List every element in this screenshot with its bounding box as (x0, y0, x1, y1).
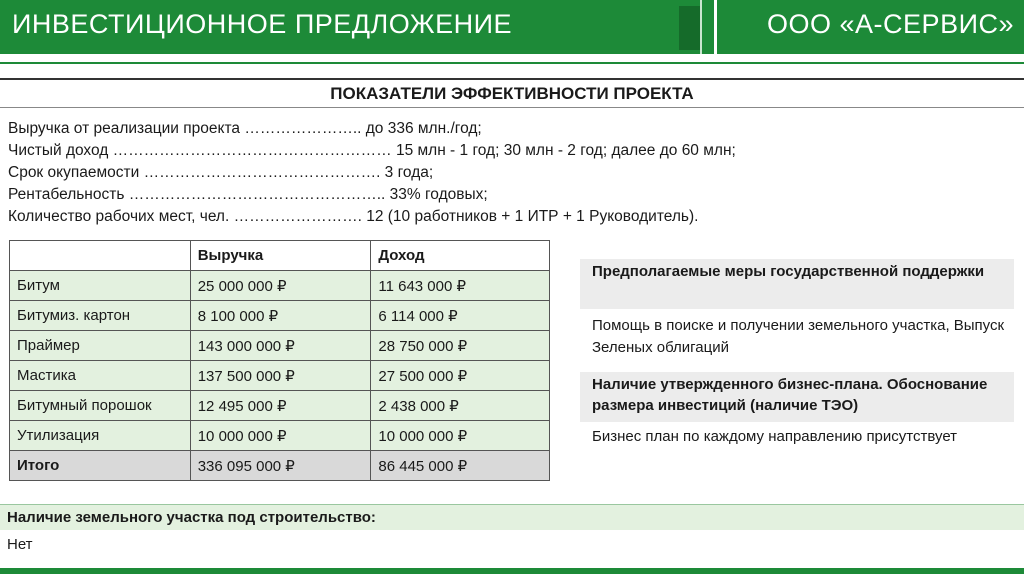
business-plan-heading: Наличие утвержденного бизнес-плана. Обоснование размера инвестиций (наличие ТЭО) (580, 372, 1014, 422)
metric-jobs: Количество рабочих мест, чел. ……………………. 12 (10 работников + 1 ИТР + 1 Руководитель). (8, 208, 699, 225)
table-cell-income: 6 114 000 ₽ (371, 301, 550, 331)
header-accent-line (700, 0, 702, 54)
table-cell-revenue: 10 000 000 ₽ (190, 421, 371, 451)
table-row (10, 361, 550, 391)
table-cell-product: Праймер (10, 331, 191, 361)
table-header-row (10, 241, 550, 271)
table-cell-product: Битум (10, 271, 191, 301)
table-cell-revenue: 8 100 000 ₽ (190, 301, 371, 331)
page-title: ИНВЕСТИЦИОННОЕ ПРЕДЛОЖЕНИЕ (12, 9, 513, 39)
table-total-revenue: 336 095 000 ₽ (190, 451, 371, 481)
metric-net-income: Чистый доход ……………………………………………… 15 млн - 1 год; 30 млн - 2 год; далее до 60 млн; (8, 142, 736, 159)
table-cell-revenue: 25 000 000 ₽ (190, 271, 371, 301)
support-text: Помощь в поиске и получении земельного участка, Выпуск Зеленых облигаций (592, 317, 1005, 356)
table-row (10, 331, 550, 361)
table-total-row (10, 451, 550, 481)
table-cell-income: 11 643 000 ₽ (371, 271, 550, 301)
metric-profitability: Рентабельность ………………………………………….. 33% годовых; (8, 186, 488, 203)
header-underline (0, 62, 1024, 64)
table-cell-product: Битумиз. картон (10, 301, 191, 331)
revenue-table (9, 240, 550, 481)
metric-payback: Срок окупаемости ………………………………………. 3 года; (8, 164, 434, 181)
section-title: ПОКАЗАТЕЛИ ЭФФЕКТИВНОСТИ ПРОЕКТА (0, 78, 1024, 108)
header-bar (0, 0, 1024, 54)
metric-revenue: Выручка от реализации проекта ………………….. до 336 млн./год; (8, 120, 482, 137)
table-cell-product: Битумный порошок (10, 391, 191, 421)
land-heading: Наличие земельного участка под строительство: (0, 504, 1024, 530)
table-cell-product: Мастика (10, 361, 191, 391)
metrics-list (8, 118, 736, 228)
footer-bar (0, 568, 1024, 574)
table-row (10, 271, 550, 301)
company-name: ООО «А-СЕРВИС» (767, 9, 1014, 39)
table-row (10, 421, 550, 451)
table-cell-revenue: 12 495 000 ₽ (190, 391, 371, 421)
land-value: Нет (7, 536, 33, 553)
header-divider (714, 0, 717, 54)
table-header-income: Доход (371, 241, 550, 271)
table-row (10, 391, 550, 421)
header-accent-block (679, 6, 701, 50)
table-cell-income: 2 438 000 ₽ (371, 391, 550, 421)
table-header-empty (10, 241, 191, 271)
table-total-label: Итого (10, 451, 191, 481)
support-heading: Предполагаемые меры государственной поддержки (580, 259, 1014, 309)
table-cell-revenue: 143 000 000 ₽ (190, 331, 371, 361)
table-total-income: 86 445 000 ₽ (371, 451, 550, 481)
table-cell-income: 10 000 000 ₽ (371, 421, 550, 451)
business-plan-text: Бизнес план по каждому направлению присутствует (592, 428, 958, 445)
table-cell-income: 27 500 000 ₽ (371, 361, 550, 391)
table-header-revenue: Выручка (190, 241, 371, 271)
table-cell-product: Утилизация (10, 421, 191, 451)
table-cell-income: 28 750 000 ₽ (371, 331, 550, 361)
table-row (10, 301, 550, 331)
table-cell-revenue: 137 500 000 ₽ (190, 361, 371, 391)
